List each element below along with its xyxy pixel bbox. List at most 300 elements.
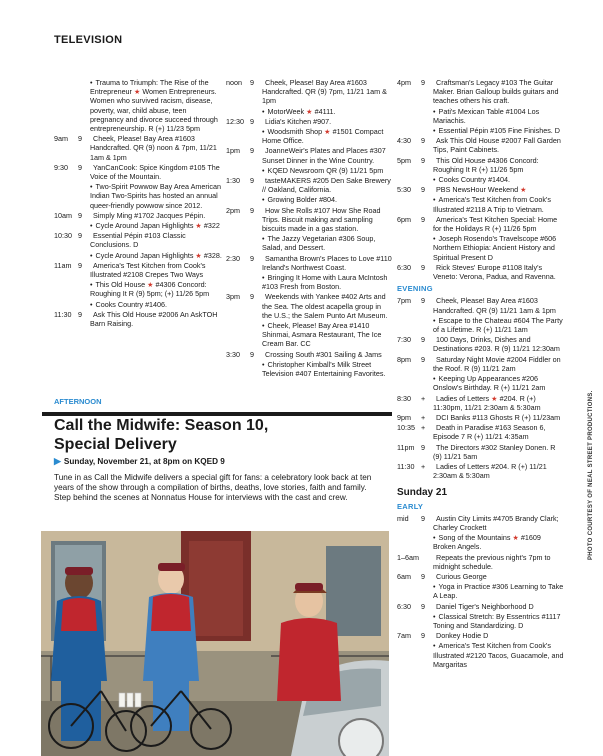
listing-time: 1pm [226, 146, 240, 156]
midwives-photo-illustration [41, 531, 389, 756]
listing-text [433, 107, 565, 125]
listing-description: Keeping Up Appearances #206 Onslow's Birthday. R (+) 11/21 2am [433, 374, 546, 393]
listing-channel: 9 [78, 231, 82, 241]
listing-channel [421, 582, 433, 600]
listing-channel [421, 374, 433, 392]
listing-time: 7pm [397, 296, 411, 306]
listing-channel: 9 [250, 253, 254, 263]
feature-airtime [54, 456, 390, 467]
listing-description: America's Test Kitchen from Cook's Illustrated #2108 Crepes Two Ways [90, 260, 206, 280]
listing-channel: 9 [421, 185, 425, 195]
listing-text [262, 166, 392, 175]
listing-entry [397, 195, 565, 213]
play-triangle-icon: ▶ [54, 456, 61, 466]
listing-text [262, 321, 392, 349]
listing-channel: 9 [421, 214, 425, 224]
listing-channel: 9 [421, 442, 425, 452]
listing-text [90, 231, 222, 249]
listing-description: PBS NewsHour Weekend ★ [436, 185, 527, 195]
listing-text [262, 127, 392, 145]
listing-text [433, 514, 565, 532]
listing-entry [226, 166, 392, 175]
listing-entry [226, 146, 392, 164]
listing-description: tasteMAKERS #205 Den Sake Brewery // Oakland, California. [262, 176, 391, 195]
listing-description: Joseph Rosendo's Travelscope #606 Northern Ethiopia: Ancient History and Spiritual Present D [433, 234, 557, 262]
listing-entry [397, 296, 565, 314]
listing-entry [397, 215, 565, 233]
listing-entry [397, 126, 565, 135]
listing-time: 5pm [397, 155, 411, 165]
listing-text [262, 176, 392, 194]
listing-time: noon [226, 78, 242, 87]
listing-text [433, 443, 565, 461]
left-column [54, 78, 222, 329]
listing-text [262, 107, 392, 116]
listing-text [433, 185, 565, 194]
listing-description: America's Test Kitchen from Cook's Illustrated #2120 Tacos, Guacamole, and Margaritas [433, 641, 564, 669]
listing-bullet: • [433, 126, 436, 136]
listing-time [397, 126, 421, 135]
listing-entry [397, 136, 565, 154]
listing-entry [226, 107, 392, 116]
listing-description: Austin City Limits #4705 Brandy Clark; Charley Crockett [433, 513, 559, 532]
listing-channel: 9 [421, 631, 425, 641]
listing-channel: 9 [421, 601, 425, 611]
listing-entry [397, 553, 565, 571]
listing-channel [421, 641, 433, 669]
listing-description: Ask This Old House #2006 An AskTOH Barn Raising. [90, 309, 218, 329]
listing-entry [397, 78, 565, 106]
listing-time: 10:30 [54, 231, 72, 241]
photo-credit: PHOTO COURTESY OF NEAL STREET PRODUCTIONS. [588, 390, 594, 560]
listing-time [226, 273, 250, 291]
listing-bullet: • [262, 359, 265, 369]
listing-description: Growing Bolder #804. [267, 195, 338, 205]
listing-time: 9:30 [54, 162, 68, 172]
listing-description: Rick Steves' Europe #1108 Italy's Veneto: Verona, Padua, and Ravenna. [433, 262, 556, 282]
listing-entry [226, 127, 392, 145]
listing-text [433, 394, 565, 412]
listing-time: 10:35 [397, 423, 415, 433]
listing-text [262, 117, 392, 126]
listing-description: This Old House #4306 Concord: Roughing It R (+) 11/26 5pm [433, 155, 539, 174]
listing-text [433, 175, 565, 184]
middle-column [226, 78, 392, 379]
listing-bullet: • [262, 234, 265, 244]
listing-text [262, 350, 392, 359]
listing-time: 12:30 [226, 116, 244, 126]
listing-bullet: • [433, 641, 436, 651]
listing-channel: + [421, 412, 426, 422]
listing-description: Repeats the previous night's 7pm to midnight schedule. [433, 552, 551, 571]
listing-entry [397, 263, 565, 281]
listing-description: 100 Days, Drinks, Dishes and Destinations #203. R (9) 11/21 12:30am [433, 335, 560, 354]
listing-channel: 9 [421, 354, 425, 364]
listing-description: Cheek, Please! Bay Area #1603 Handcrafted. QR (9) 11/21 1am & 1pm [433, 296, 556, 315]
listing-description: How She Rolls #107 How She Road Trips. Biscuit making and sampling biscuits made in a gas station. [262, 205, 381, 234]
listing-text [90, 134, 222, 162]
listing-entry [226, 176, 392, 194]
star-icon: ★ [520, 185, 527, 195]
listing-time [397, 107, 421, 125]
listing-time: 9pm [397, 412, 411, 422]
listing-description: KQED Newsroom QR (9) 11/21 5pm [267, 165, 384, 175]
listing-time: 3pm [226, 292, 240, 302]
listing-entry [54, 211, 222, 220]
listing-text [90, 300, 222, 309]
listing-time [226, 195, 250, 204]
listing-bullet: • [90, 280, 93, 290]
listing-text [90, 163, 222, 181]
listing-text [433, 533, 565, 551]
listing-description: Bringing It Home with Laura McIntosh #103 Fresh from Boston. [262, 273, 388, 292]
listing-channel: 9 [421, 262, 425, 272]
listing-text [433, 423, 565, 441]
listing-text [90, 78, 222, 133]
listing-time: 7am [397, 631, 411, 641]
listing-description: Crossing South #301 Sailing & Jams [265, 349, 382, 359]
listing-description: Essential Pépin #103 Classic Conclusions. D [90, 231, 186, 250]
listing-channel: 9 [421, 136, 425, 146]
listing-description: America's Test Kitchen from Cook's Illustrated #2118 A Trip to Vietnam. [433, 195, 551, 214]
listing-entry [54, 251, 222, 260]
listing-entry [54, 182, 222, 210]
listing-text [262, 234, 392, 252]
listing-description: Cooks Country #1406. [95, 299, 168, 309]
listing-description: Cooks Country #1404. [438, 175, 511, 185]
listing-description: Two-Spirit Powwow Bay Area American Indian Two-Spirits has hosted an annual queer-friendly powwow since 2012. [90, 182, 221, 210]
listing-time [397, 195, 421, 213]
listing-text [262, 195, 392, 204]
listing-time [397, 316, 421, 334]
listing-time [54, 182, 78, 210]
listing-text [433, 136, 565, 154]
feature-title [54, 416, 390, 454]
listing-bullet: • [433, 106, 436, 116]
listing-text [433, 215, 565, 233]
listing-channel: 9 [250, 146, 254, 156]
listing-description: Escape to the Chateau #604 The Party of a Lifetime. R (+) 11/21 1am [433, 315, 563, 335]
listing-time: 6am [397, 571, 411, 581]
listing-entry [397, 413, 565, 422]
listing-bullet: • [90, 182, 93, 192]
listing-channel: 9 [78, 210, 82, 220]
listing-bullet: • [433, 234, 436, 244]
page-title: TELEVISION [54, 34, 123, 46]
listing-time [397, 374, 421, 392]
listing-time [397, 533, 421, 551]
listing-text [262, 360, 392, 378]
listing-text [262, 273, 392, 291]
listing-description: Cheek, Please! Bay Area #1603 Handcrafted. QR (9) 7pm, 11/21 1am & 1pm [262, 78, 387, 106]
listing-channel [78, 251, 90, 260]
listing-channel [421, 612, 433, 630]
listing-text [433, 602, 565, 611]
listing-description: Yoga in Practice #306 Learning to Take A Leap. [433, 582, 564, 601]
listing-channel: + [421, 393, 426, 403]
listing-text [433, 631, 565, 640]
listing-description: Lidia's Kitchen #907. [265, 116, 332, 126]
listing-text [90, 251, 222, 260]
listing-text [433, 582, 565, 600]
feature-title-line1: Call the Midwife: Season 10, [54, 417, 269, 434]
listing-text [433, 296, 565, 314]
listing-time: 11am [54, 260, 72, 270]
star-icon: ★ [491, 393, 498, 403]
listing-time [397, 234, 421, 262]
listing-channel [250, 273, 262, 291]
listing-entry [397, 612, 565, 630]
listing-bullet: • [433, 582, 436, 592]
listing-time [54, 251, 78, 260]
listing-text [262, 206, 392, 234]
star-icon: ★ [324, 127, 331, 137]
listing-channel: 9 [78, 309, 82, 319]
listing-entry [397, 185, 565, 194]
listing-time [54, 78, 78, 133]
listing-channel: 9 [421, 513, 425, 523]
listing-channel [421, 234, 433, 262]
listing-text [90, 280, 222, 298]
listing-time: 6pm [397, 214, 411, 224]
listing-time [226, 127, 250, 145]
listing-channel [421, 553, 433, 571]
star-icon: ★ [147, 280, 154, 290]
sunday-heading: Sunday 21 [397, 487, 448, 499]
listing-description: DCI Banks #113 Ghosts R (+) 11/23am [436, 412, 561, 422]
listing-description: Weekends with Yankee #402 Arts and the Sea. The oldest acapella group in the U.S.; the Salem Punto Art Museum. [262, 292, 388, 320]
right-column [397, 78, 565, 670]
listing-channel: 9 [250, 292, 254, 302]
listing-channel: + [421, 423, 426, 433]
listing-description: Pati's Mexican Table #1004 Los Mariachis. [433, 106, 540, 125]
listing-channel [250, 127, 262, 145]
listing-channel [250, 321, 262, 349]
star-icon: ★ [133, 87, 141, 97]
listing-time [54, 221, 78, 230]
listing-channel: + [421, 461, 426, 471]
listing-text [433, 413, 565, 422]
listing-entry [54, 134, 222, 162]
listing-entry [226, 273, 392, 291]
listing-bullet: • [262, 195, 265, 205]
listing-channel: 9 [421, 78, 425, 87]
listing-text [90, 221, 222, 230]
listing-text [90, 310, 222, 328]
listing-entry [397, 533, 565, 551]
listing-channel: 9 [421, 155, 425, 165]
listing-time: 3:30 [226, 349, 240, 359]
listing-description: Trauma to Triumph: The Rise of the Entrepreneur ★ Women Entrepreneurs. Women who survived racism, disease, poverty, war, child abuse, teen pregnancy and divorce succeed through entrepreneurship. R (+) 11/23 5pm [90, 78, 218, 134]
listing-entry [54, 261, 222, 279]
listing-entry [397, 572, 565, 581]
listing-channel: 9 [421, 296, 425, 306]
listing-channel [250, 234, 262, 252]
listing-description: Woodsmith Shop ★ #1501 Compact Home Office. [262, 127, 384, 146]
afternoon-label: AFTERNOON [54, 397, 102, 406]
listing-entry [397, 423, 565, 441]
listing-channel: 9 [78, 134, 82, 144]
star-icon: ★ [195, 250, 202, 260]
listing-entry [397, 514, 565, 532]
listing-entry [226, 292, 392, 320]
listing-entry [397, 631, 565, 640]
listing-channel [78, 182, 90, 210]
listing-text [433, 572, 565, 581]
listing-description: Simply Ming #1702 Jacques Pépin. [93, 210, 206, 220]
listing-entry [226, 360, 392, 378]
listing-channel [78, 221, 90, 230]
star-icon: ★ [195, 221, 202, 231]
listing-channel: 9 [421, 335, 425, 345]
listing-time: 7:30 [397, 335, 411, 345]
listing-entry [397, 175, 565, 184]
listing-entry [226, 195, 392, 204]
listing-channel [421, 195, 433, 213]
listing-time [226, 360, 250, 378]
listing-entry [397, 443, 565, 461]
listing-channel [78, 300, 90, 309]
listing-time: 4:30 [397, 136, 411, 146]
listing-channel [421, 316, 433, 334]
listing-time: 8:30 [397, 393, 411, 403]
listing-channel [421, 126, 433, 135]
feature-photo [41, 531, 389, 756]
listing-text [433, 462, 565, 480]
listing-description: Craftsman's Legacy #103 The Guitar Maker. Brian Galloup builds guitars and teaches others his craft. [433, 78, 559, 106]
listing-entry [397, 335, 565, 353]
listing-entry [397, 107, 565, 125]
feature-blurb: Tune in as Call the Midwife delivers a special gift for fans: a celebratory look back at ten years of the show through a compilation of births, deaths, love stories, faith and family. Step behind the scenes at Nonnatus House for interviews with the cast and crew. [54, 473, 372, 502]
listing-entry [397, 316, 565, 334]
listing-description: Ladies of Letters ★ #204. R (+) 11:30pm, 11/21 2:30am & 5:30am [433, 393, 541, 412]
listing-text [433, 234, 565, 262]
listing-bullet: • [90, 78, 93, 87]
listing-text [90, 182, 222, 210]
listing-text [433, 263, 565, 281]
listing-description: Christopher Kimball's Milk Street Television #407 Entertaining Favorites. [262, 359, 386, 379]
listing-description: Cycle Around Japan Highlights ★ #322 [95, 221, 220, 231]
listing-bullet: • [262, 165, 265, 175]
listing-entry [54, 280, 222, 298]
listing-description: Essential Pépin #105 Fine Finishes. D [438, 126, 560, 136]
listing-text [433, 553, 565, 571]
listing-description: Donkey Hodie D [436, 631, 489, 641]
listing-description: Samantha Brown's Places to Love #110 Ireland's Northwest Coast. [262, 253, 392, 272]
listing-text [433, 612, 565, 630]
listing-time: 11:30 [397, 461, 415, 471]
listing-description: Classical Stretch: By Essentrics #1117 Toning and Standardizing. D [433, 611, 561, 630]
listing-bullet: • [433, 611, 436, 621]
listing-channel: 9 [78, 162, 82, 172]
listing-entry [54, 310, 222, 328]
listing-time: 11pm [397, 442, 415, 452]
listing-bullet: • [433, 195, 436, 205]
listing-text [262, 254, 392, 272]
listing-entry [397, 156, 565, 174]
listing-entry [226, 206, 392, 234]
listing-time [226, 234, 250, 252]
listing-channel [250, 107, 262, 116]
evening-label: EVENING [397, 284, 433, 294]
listing-time [226, 321, 250, 349]
listing-channel [78, 280, 90, 298]
listing-time [397, 612, 421, 630]
listing-channel: 9 [250, 116, 254, 126]
listing-time: 11:30 [54, 309, 72, 319]
listing-channel: 9 [250, 349, 254, 359]
listing-entry [226, 254, 392, 272]
listing-description: The Jazzy Vegetarian #306 Soup, Salad, and Dessert. [262, 234, 376, 253]
listing-bullet: • [262, 106, 265, 116]
listing-description: Daniel Tiger's Neighborhood D [436, 601, 534, 611]
listing-entry [397, 355, 565, 373]
feature-title-line2: Special Delivery [54, 436, 177, 453]
listing-entry [226, 350, 392, 359]
listing-description: This Old House ★ #4306 Concord: Roughing It R (9) 5pm; (+) 11/26 5pm [90, 280, 210, 299]
listing-entry [397, 462, 565, 480]
listing-channel [421, 175, 433, 184]
listing-text [262, 292, 392, 320]
listing-entry [54, 163, 222, 181]
early-label: EARLY [397, 501, 424, 511]
listing-entry [54, 300, 222, 309]
listing-channel: 9 [421, 571, 425, 581]
listing-time: 2pm [226, 205, 240, 215]
listing-time: 6:30 [397, 262, 411, 272]
listing-entry [226, 234, 392, 252]
listing-channel: 9 [250, 176, 254, 186]
listing-time [54, 280, 78, 298]
listing-entry [226, 321, 392, 349]
listing-text [262, 78, 392, 106]
listing-text [433, 195, 565, 213]
feature-box [54, 416, 390, 531]
listing-description: MotorWeek ★ #4111. [267, 106, 336, 116]
listing-channel [250, 360, 262, 378]
listing-bullet: • [90, 221, 93, 231]
listing-entry [226, 78, 392, 106]
listing-description: Saturday Night Movie #2004 Fiddler on the Roof. R (9) 11/21 2am [433, 354, 561, 373]
listing-time [226, 107, 250, 116]
listing-channel: 9 [250, 205, 254, 215]
listing-time: 2:30 [226, 253, 240, 263]
listing-text [433, 641, 565, 669]
listing-time: 8pm [397, 354, 411, 364]
listing-text [433, 78, 565, 106]
listing-entry [397, 602, 565, 611]
listing-entry [226, 117, 392, 126]
listing-channel: 9 [78, 260, 82, 270]
listing-bullet: • [433, 374, 436, 384]
star-icon: ★ [512, 533, 519, 543]
feature-airtime-text: Sunday, November 21, at 8pm on KQED 9 [63, 457, 225, 466]
listing-description: Cheek, Please! Bay Area #1410 Shinmai, Asmara Restaurant, The Ice Cream Bar. CC [262, 321, 382, 349]
listing-channel [250, 195, 262, 204]
listing-bullet: • [262, 127, 265, 137]
listing-bullet: • [90, 250, 93, 260]
listing-entry [54, 78, 222, 133]
listing-time [397, 641, 421, 669]
listing-entry [54, 221, 222, 230]
star-icon: ★ [306, 106, 313, 116]
listing-time [397, 175, 421, 184]
listing-entry [54, 231, 222, 249]
listing-description: Cheek, Please! Bay Area #1603 Handcrafted. QR (9) noon & 7pm, 11/21 1am & 1pm [90, 134, 217, 162]
listing-channel [250, 166, 262, 175]
listing-bullet: • [262, 321, 265, 331]
listing-bullet: • [433, 315, 436, 325]
